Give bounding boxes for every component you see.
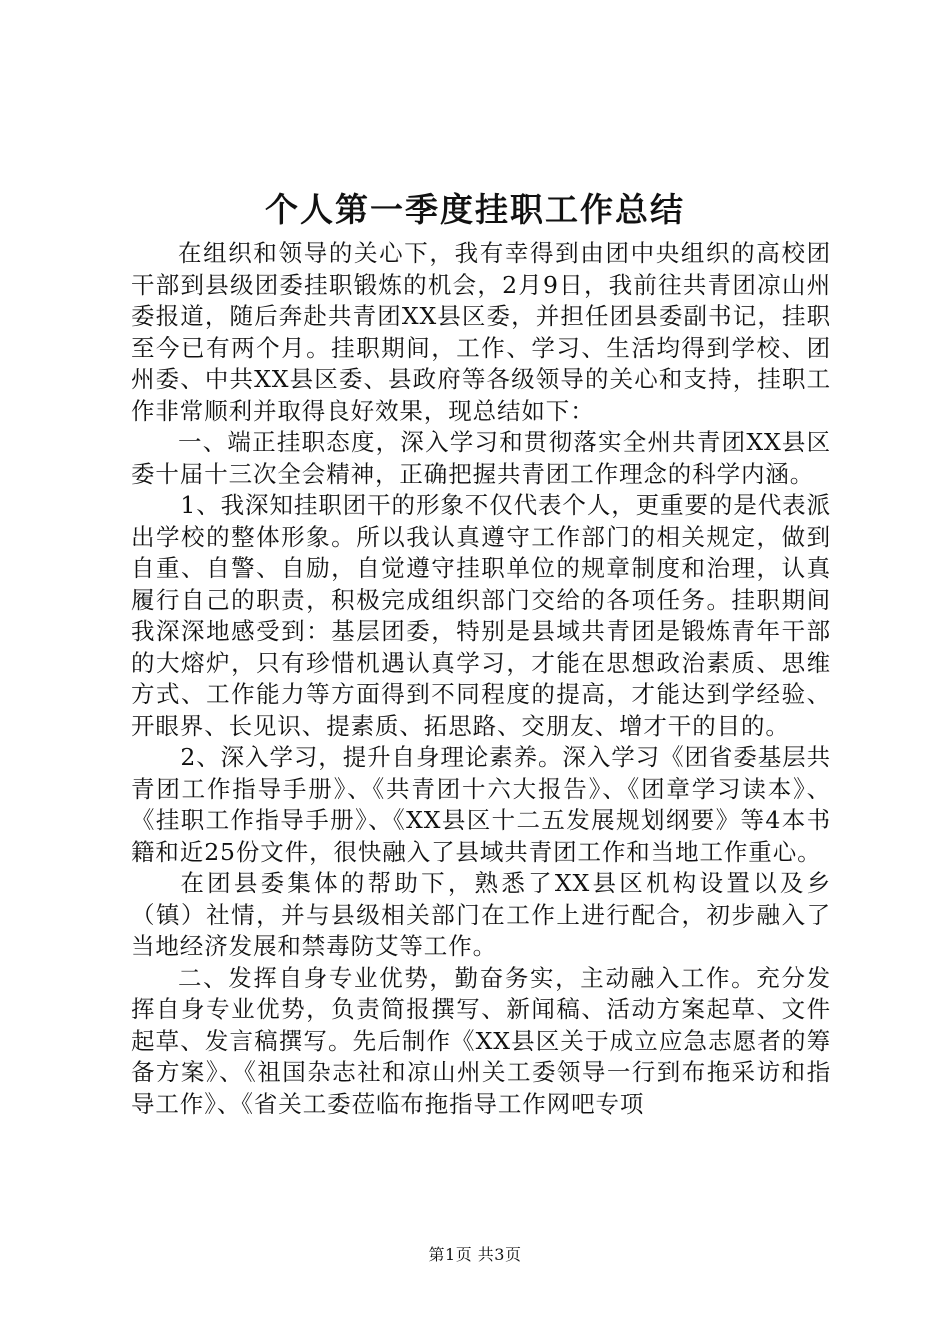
paragraph-county-work: 在团县委集体的帮助下，熟悉了XX县区机构设置以及乡（镇）社情，并与县级相关部门在工作上进行配合，初步融入了当地经济发展和禁毒防艾等工作。: [131, 869, 831, 960]
page-number-footer: 第1页 共3页: [428, 1245, 522, 1264]
paragraph-section-two: 二、发挥自身专业优势，勤奋务实，主动融入工作。充分发挥自身专业优势，负责简报撰写、新闻稿、活动方案起草、文件起草、发言稿撰写。先后制作《XX县区关于成立应急志愿者的筹备方案》、《祖国杂志社和凉山州关工委领导一行到布拖采访和指导工作》、《省关工委莅临布拖指导工作网吧专项: [131, 963, 831, 1118]
paragraph-point-one: 1、我深知挂职团干的形象不仅代表个人，更重要的是代表派出学校的整体形象。所以我认真遵守工作部门的相关规定，做到自重、自警、自励，自觉遵守挂职单位的规章制度和治理，认真履行自己的职责，积极完成组织部门交给的各项任务。挂职期间我深深地感受到：基层团委，特别是县域共青团是锻炼青年干部的大熔炉，只有珍惜机遇认真学习，才能在思想政治素质、思维方式、工作能力等方面得到不同程度的提高，才能达到学经验、开眼界、长见识、提素质、拓思路、交朋友、增才干的目的。: [131, 491, 831, 740]
paragraph-point-two: 2、深入学习，提升自身理论素养。深入学习《团省委基层共青团工作指导手册》、《共青团十六大报告》、《团章学习读本》、《挂职工作指导手册》、《XX县区十二五发展规划纲要》等4本书籍和近25份文件，很快融入了县域共青团工作和当地工作重心。: [131, 743, 831, 866]
paragraph-intro: 在组织和领导的关心下，我有幸得到由团中央组织的高校团干部到县级团委挂职锻炼的机会，2月9日，我前往共青团凉山州委报道，随后奔赴共青团XX县区委，并担任团县委副书记，挂职至今已有两个月。挂职期间，工作、学习、生活均得到学校、团州委、中共XX县区委、县政府等各级领导的关心和支持，挂职工作非常顺利并取得良好效果，现总结如下：: [131, 239, 831, 425]
document-title: 个人第一季度挂职工作总结: [265, 190, 685, 229]
document-body: [131, 238, 831, 1120]
paragraph-section-one-heading: 一、端正挂职态度，深入学习和贯彻落实全州共青团XX县区委十届十三次全会精神，正确把握共青团工作理念的科学内涵。: [131, 428, 831, 488]
